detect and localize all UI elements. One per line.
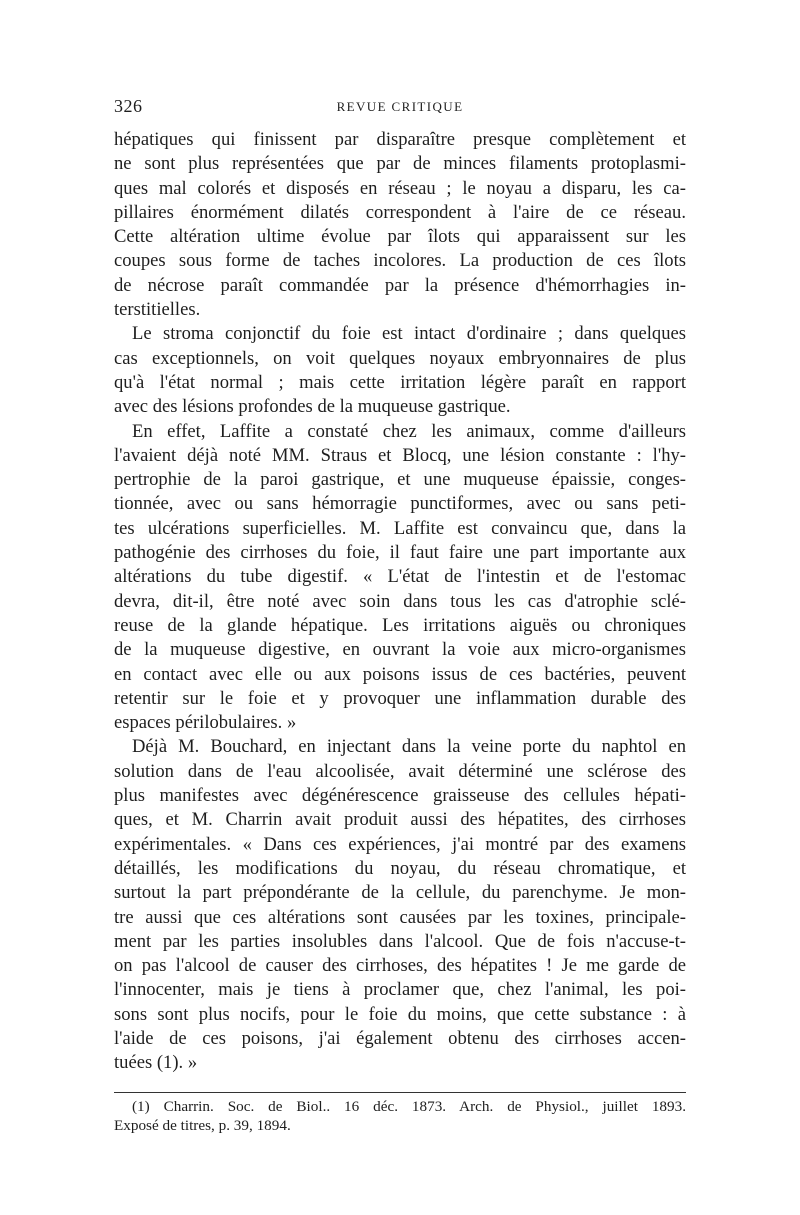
text-line: solution dans de l'eau alcoolisée, avait déterminé une sclérose des <box>114 760 686 782</box>
text-line: ques mal colorés et disposés en réseau ; le noyau a disparu, les ca- <box>114 177 686 199</box>
text-line: tionnée, avec ou sans hémorragie punctiformes, avec ou sans peti- <box>114 493 686 515</box>
text-line: de nécrose paraît commandée par la présence d'hémorrhagies in- <box>114 274 686 296</box>
text-line: reuse de la glande hépatique. Les irritations aiguës ou chroniques <box>114 614 686 636</box>
running-title: REVUE CRITIQUE <box>336 99 464 114</box>
text-line: en contact avec elle ou aux poisons issus de ces bactéries, peuvent <box>114 663 686 685</box>
text-line: l'aide de ces poisons, j'ai également obtenu des cirrhoses accen- <box>114 1027 686 1049</box>
text-line: l'innocenter, mais je tiens à proclamer que, chez l'animal, les poi- <box>114 979 686 1001</box>
body-text <box>114 128 686 1076</box>
text-line: tes ulcérations superficielles. M. Laffite est convaincu que, dans la <box>114 517 686 539</box>
text-line: surtout la part prépondérante de la cellule, du parenchyme. Je mon- <box>114 882 686 904</box>
book-page <box>114 96 686 1135</box>
text-line: coupes sous forme de taches incolores. La production de ces îlots <box>114 250 686 272</box>
text-line: cas exceptionnels, on voit quelques noyaux embryonnaires de plus <box>114 347 686 369</box>
text-line: En effet, Laffite a constaté chez les animaux, comme d'ailleurs <box>132 420 686 442</box>
text-line: tuées (1). » <box>114 1052 198 1074</box>
text-line: plus manifestes avec dégénérescence graisseuse des cellules hépati- <box>114 785 686 807</box>
text-line: l'avaient déjà noté MM. Straus et Blocq, une lésion constante : l'hy- <box>114 444 686 466</box>
text-line: Le stroma conjonctif du foie est intact d'ordinaire ; dans quelques <box>132 323 686 345</box>
text-line: sons sont plus nocifs, pour le foie du moins, que cette substance : à <box>114 1003 686 1025</box>
text-line: pillaires énormément dilatés correspondent à l'aire de ce réseau. <box>114 201 686 223</box>
text-line: devra, dit-il, être noté avec soin dans tous les cas d'atrophie sclé- <box>114 590 686 612</box>
text-line: Cette altération ultime évolue par îlots qui apparaissent sur les <box>114 226 686 248</box>
text-line: qu'à l'état normal ; mais cette irritation légère paraît en rapport <box>114 371 686 393</box>
footnote-line: Exposé de titres, p. 39, 1894. <box>114 1116 291 1134</box>
text-line: ne sont plus représentées que par de minces filaments protoplasmi- <box>114 153 686 175</box>
text-line: hépatiques qui finissent par disparaître presque complètement et <box>114 129 686 150</box>
text-line: on pas l'alcool de causer des cirrhoses, des hépatites ! Je me garde de <box>114 955 686 977</box>
text-line: pertrophie de la paroi gastrique, et une muqueuse épaissie, conges- <box>114 469 686 491</box>
text-line: expérimentales. « Dans ces expériences, j'ai montré par des examens <box>114 833 686 855</box>
running-head <box>114 96 686 124</box>
footnote-divider <box>114 1092 686 1093</box>
text-line: altérations du tube digestif. « L'état de l'intestin et de l'estomac <box>114 566 686 588</box>
text-line: tre aussi que ces altérations sont causées par les toxines, principale- <box>114 906 686 928</box>
text-line: pathogénie des cirrhoses du foie, il faut faire une part importante aux <box>114 542 686 564</box>
text-line: détaillés, les modifications du noyau, du réseau chromatique, et <box>114 857 686 879</box>
page-number: 326 <box>114 96 143 116</box>
text-line: ment par les parties insolubles dans l'alcool. Que de fois n'accuse-t- <box>114 930 686 952</box>
text-line: de la muqueuse digestive, en ouvrant la voie aux micro-organismes <box>114 639 686 661</box>
text-line: terstitielles. <box>114 299 201 321</box>
footnotes <box>114 1097 686 1135</box>
text-line: ques, et M. Charrin avait produit aussi des hépatites, des cirrhoses <box>114 809 686 831</box>
footnote-line: (1) Charrin. Soc. de Biol.. 16 déc. 1873. Arch. de Physiol., juillet 1893. <box>132 1097 686 1115</box>
text-line: Déjà M. Bouchard, en injectant dans la veine porte du naphtol en <box>132 736 686 758</box>
text-line: avec des lésions profondes de la muqueuse gastrique. <box>114 396 511 418</box>
text-line: retentir sur le foie et y provoquer une inflammation durable des <box>114 687 686 709</box>
text-line: espaces périlobulaires. » <box>114 712 297 734</box>
